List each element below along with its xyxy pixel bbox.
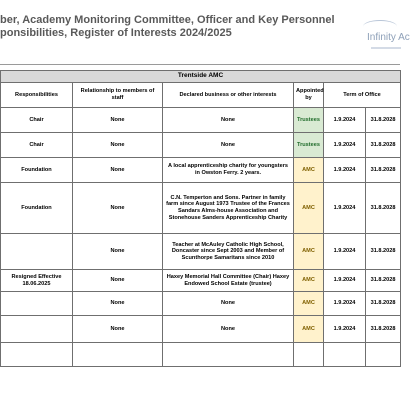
- cell-interests: Teacher at McAuley Catholic High School, Doncaster since Sept 2003 and Member of Scunthorpe Samaritans since 2010: [163, 234, 294, 270]
- table-row: [1, 292, 401, 316]
- cell-responsibility: Chair: [1, 133, 73, 158]
- table-row: [1, 133, 401, 158]
- table-row: [1, 343, 401, 367]
- cell-appointed-by: [294, 343, 324, 367]
- register-table: [0, 70, 401, 367]
- cell-responsibility: [1, 292, 73, 316]
- cell-term-start: 1.9.2024: [324, 270, 366, 292]
- cell-responsibility: Chair: [1, 108, 73, 133]
- cell-relationship: None: [73, 133, 163, 158]
- cell-term-start: 1.9.2024: [324, 108, 366, 133]
- cell-relationship: None: [73, 108, 163, 133]
- cell-term-start: 1.9.2024: [324, 316, 366, 343]
- cell-responsibility: Resigned Effective 18.06.2025: [1, 270, 73, 292]
- cell-term-end: 31.8.2028: [366, 108, 401, 133]
- column-header-row: [1, 83, 401, 108]
- cell-term-start: 1.9.2024: [324, 158, 366, 183]
- cell-term-end: 31.8.2028: [366, 158, 401, 183]
- col-header-appointed-by: Appointed by: [294, 83, 324, 108]
- cell-appointed-by: Trustees: [294, 108, 324, 133]
- cell-relationship: None: [73, 158, 163, 183]
- table-row: [1, 234, 401, 270]
- cell-relationship: None: [73, 270, 163, 292]
- cell-interests: Haxey Memorial Hall Committee (Chair) Haxey Endowed School Estate (trustee): [163, 270, 294, 292]
- cell-interests: None: [163, 316, 294, 343]
- col-header-term-of-office: Term of Office: [324, 83, 401, 108]
- cell-interests: [163, 343, 294, 367]
- cell-relationship: [73, 343, 163, 367]
- cell-interests: None: [163, 292, 294, 316]
- cell-term-end: [366, 343, 401, 367]
- cell-appointed-by: AMC: [294, 183, 324, 234]
- cell-term-start: [324, 343, 366, 367]
- col-header-responsibilities: Responsibilities: [1, 83, 73, 108]
- cell-term-start: 1.9.2024: [324, 133, 366, 158]
- table-row: [1, 270, 401, 292]
- cell-term-start: 1.9.2024: [324, 183, 366, 234]
- cell-relationship: None: [73, 292, 163, 316]
- cell-responsibility: [1, 316, 73, 343]
- cell-interests: C.N. Temperton and Sons. Partner in family farm since August 1973 Trustee of the Frances Sandars Alms-house Association and Stonehouse Sanders Apprenticeship Charity: [163, 183, 294, 234]
- logo-text: Infinity Ac: [367, 32, 410, 43]
- cell-responsibility: Foundation: [1, 158, 73, 183]
- cell-term-end: 31.8.2028: [366, 133, 401, 158]
- section-header-row: [1, 71, 401, 83]
- table-row: [1, 183, 401, 234]
- cell-relationship: None: [73, 183, 163, 234]
- cell-appointed-by: AMC: [294, 234, 324, 270]
- table-row: [1, 108, 401, 133]
- infinity-academies-logo: [355, 20, 415, 60]
- title-line-1: ber, Academy Monitoring Committee, Officer and Key Personnel: [0, 14, 335, 26]
- cell-appointed-by: Trustees: [294, 133, 324, 158]
- cell-interests: A local apprenticeship charity for youngsters in Owston Ferry. 2 years.: [163, 158, 294, 183]
- cell-responsibility: Foundation: [1, 183, 73, 234]
- cell-appointed-by: AMC: [294, 158, 324, 183]
- logo-tagline-line: [371, 47, 401, 49]
- cell-term-start: 1.9.2024: [324, 292, 366, 316]
- col-header-interests: Declared business or other interests: [163, 83, 294, 108]
- cell-term-end: 31.8.2028: [366, 234, 401, 270]
- cell-relationship: None: [73, 234, 163, 270]
- cell-term-end: 31.8.2028: [366, 183, 401, 234]
- table-row: [1, 316, 401, 343]
- col-header-relationship: Relationship to members of staff: [73, 83, 163, 108]
- cell-term-end: 31.8.2028: [366, 316, 401, 343]
- cell-appointed-by: AMC: [294, 316, 324, 343]
- section-title: Trentside AMC: [1, 71, 401, 83]
- cell-term-start: 1.9.2024: [324, 234, 366, 270]
- cell-interests: None: [163, 133, 294, 158]
- title-line-2: ponsibilities, Register of Interests 2024/2025: [0, 27, 232, 39]
- cell-appointed-by: AMC: [294, 270, 324, 292]
- cell-term-end: 31.8.2028: [366, 292, 401, 316]
- cell-responsibility: [1, 343, 73, 367]
- cell-term-end: 31.8.2028: [366, 270, 401, 292]
- document-title: [0, 14, 340, 40]
- cell-responsibility: [1, 234, 73, 270]
- cell-appointed-by: AMC: [294, 292, 324, 316]
- cell-interests: None: [163, 108, 294, 133]
- cell-relationship: None: [73, 316, 163, 343]
- header-divider: [0, 64, 400, 65]
- table-row: [1, 158, 401, 183]
